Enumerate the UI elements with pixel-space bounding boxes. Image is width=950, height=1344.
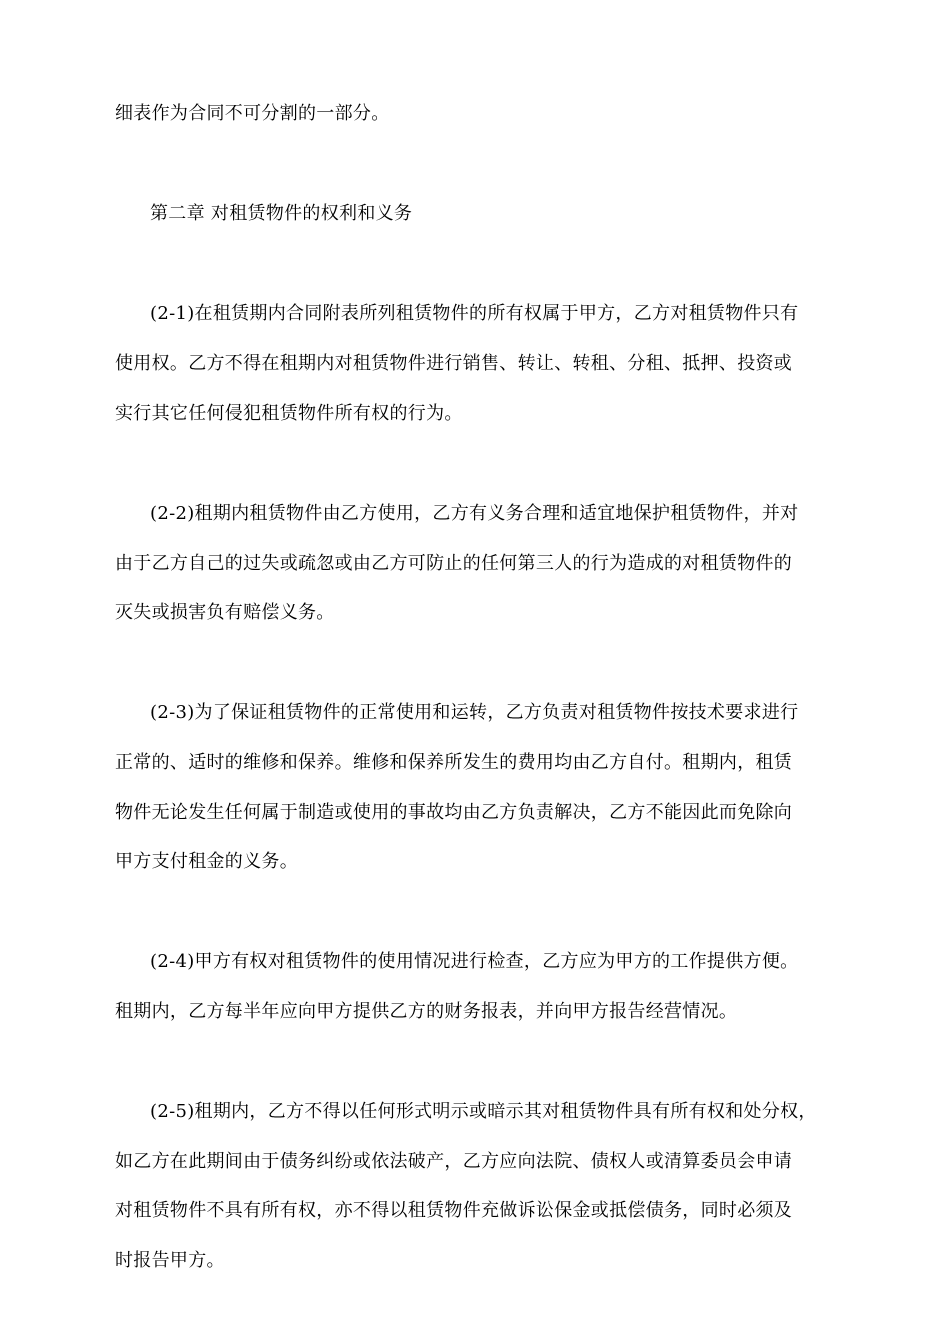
clause-2-5-line-2: 如乙方在此期间由于债务纠纷或依法破产，乙方应向法院、债权人或清算委员会申请 — [115, 1151, 793, 1172]
clause-2-4-line-2: 租期内，乙方每半年应向甲方提供乙方的财务报表，并向甲方报告经营情况。 — [115, 1001, 738, 1022]
clause-2-3-line-3: 物件无论发生任何属于制造或使用的事故均由乙方负责解决，乙方不能因此而免除向 — [115, 802, 793, 823]
clause-2-3-line-2: 正常的、适时的维修和保养。维修和保养所发生的费用均由乙方自付。租期内，租赁 — [115, 752, 793, 773]
clause-2-5-line-3: 对租赁物件不具有所有权，亦不得以租赁物件充做诉讼保金或抵偿债务，同时必须及 — [115, 1200, 793, 1221]
clause-2-1-line-2: 使用权。乙方不得在租期内对租赁物件进行销售、转让、转租、分租、抵押、投资或 — [115, 353, 793, 374]
clause-2-1-line-3: 实行其它任何侵犯租赁物件所有权的行为。 — [115, 403, 463, 424]
clause-2-5-line-4: 时报告甲方。 — [115, 1250, 225, 1271]
clause-2-2-line-3: 灭失或损害负有赔偿义务。 — [115, 602, 335, 623]
clause-2-1-line-1: (2-1)在租赁期内合同附表所列租赁物件的所有权属于甲方，乙方对租赁物件只有 — [150, 303, 799, 324]
clause-2-2-line-1: (2-2)租期内租赁物件由乙方使用，乙方有义务合理和适宜地保护租赁物件，并对 — [150, 503, 799, 524]
clause-2-4-line-1: (2-4)甲方有权对租赁物件的使用情况进行检查，乙方应为甲方的工作提供方便。 — [150, 951, 799, 972]
continuation-text: 细表作为合同不可分割的一部分。 — [115, 103, 390, 124]
clause-2-5-line-1: (2-5)租期内，乙方不得以任何形式明示或暗示其对租赁物件具有所有权和处分权， — [150, 1101, 817, 1122]
chapter-heading: 第二章 对租赁物件的权利和义务 — [150, 203, 413, 224]
clause-2-2-line-2: 由于乙方自己的过失或疏忽或由乙方可防止的任何第三人的行为造成的对租赁物件的 — [115, 553, 793, 574]
clause-2-3-line-1: (2-3)为了保证租赁物件的正常使用和运转，乙方负责对租赁物件按技术要求进行 — [150, 702, 799, 723]
clause-2-3-line-4: 甲方支付租金的义务。 — [115, 851, 298, 872]
